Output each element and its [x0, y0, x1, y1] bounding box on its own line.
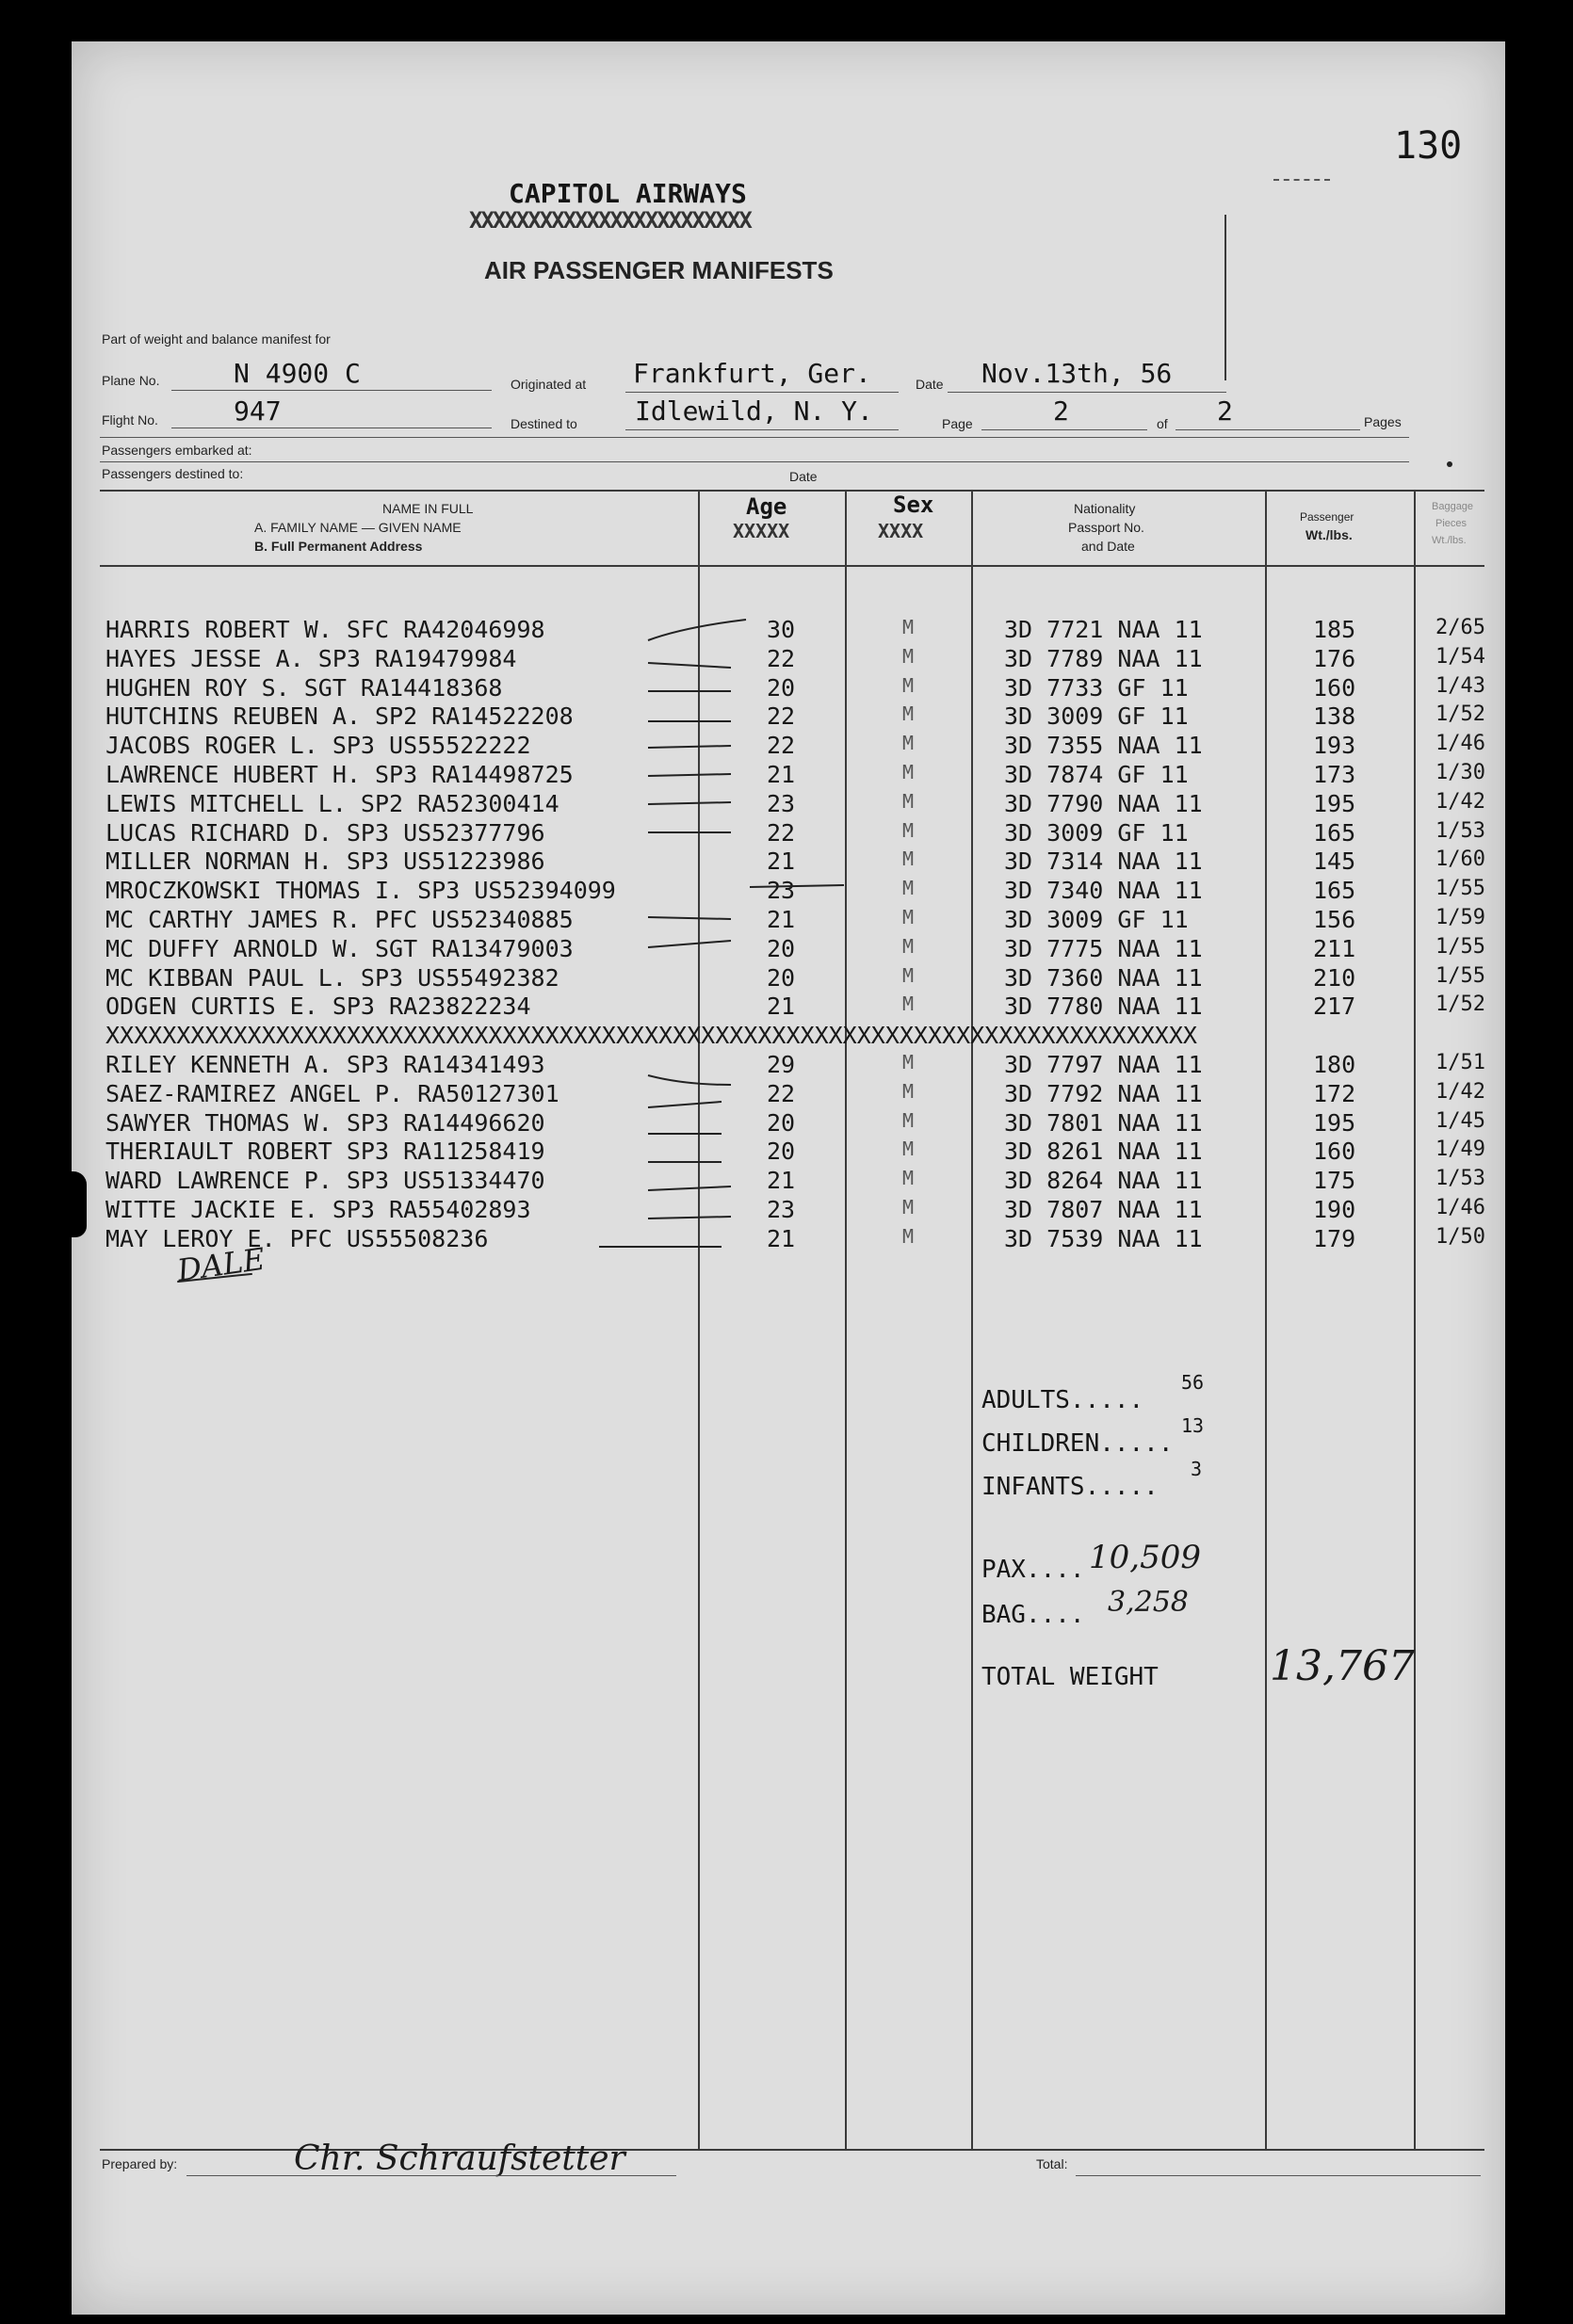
col-nat-line1: Nationality [1074, 501, 1136, 516]
passenger-passport: 3D 7790 NAA 11 [1004, 789, 1203, 817]
manifest-page [72, 41, 1505, 2315]
passenger-name: MROCZKOWSKI THOMAS I. SP3 US52394099 [105, 877, 616, 905]
passenger-passport: 3D 7801 NAA 11 [1004, 1108, 1203, 1137]
date-value: Nov.13th, 56 [981, 358, 1173, 389]
infants-value: 3 [1191, 1458, 1203, 1480]
passenger-baggage: 1/55 [1435, 963, 1485, 988]
passenger-passport: 3D 3009 GF 11 [1004, 906, 1189, 933]
prepared-by-label: Prepared by: [102, 2156, 178, 2171]
passenger-sex: M [902, 847, 915, 871]
passenger-name: LEWIS MITCHELL L. SP2 RA52300414 [105, 789, 559, 817]
passenger-weight: 195 [1313, 789, 1356, 817]
passenger-name: XXXXXXXXXXXXXXXXXXXXXXXXXXXXXXXXXXXXXXXXXXXXXXXXXXXXXXXXXXXXXXXXXXXXXXXXXXXXX [105, 1022, 1197, 1050]
handwritten-correction: DALE [174, 1240, 268, 1289]
passenger-baggage: 1/46 [1435, 732, 1485, 756]
passenger-baggage: 1/55 [1435, 934, 1485, 959]
passenger-sex: M [902, 1196, 915, 1218]
page-value: 2 [1053, 395, 1069, 427]
passenger-name: HUGHEN ROY S. SGT RA14418368 [105, 673, 503, 702]
passenger-sex: M [902, 644, 915, 668]
passenger-baggage: 1/46 [1435, 1196, 1485, 1219]
ink-connector-strokes [72, 41, 1505, 1360]
passenger-weight: 180 [1313, 1051, 1356, 1078]
passenger-baggage: 1/52 [1435, 993, 1485, 1017]
passenger-passport: 3D 7874 GF 11 [1004, 761, 1189, 788]
passenger-age: 21 [767, 1167, 796, 1195]
col-bag-line3: Wt./lbs. [1432, 535, 1467, 546]
passenger-name: LUCAS RICHARD D. SP3 US52377796 [105, 818, 545, 847]
passenger-sex: M [902, 1167, 915, 1190]
passenger-name: MC KIBBAN PAUL L. SP3 US55492382 [105, 963, 559, 992]
prepared-by-signature: Chr. Schraufstetter [294, 2139, 625, 2178]
passenger-age: 22 [767, 1079, 796, 1107]
passenger-sex: M [902, 963, 915, 987]
passenger-weight: 173 [1313, 761, 1356, 788]
passenger-age: 21 [767, 993, 796, 1021]
passenger-baggage: 1/30 [1435, 761, 1485, 784]
passenger-age: 20 [767, 673, 796, 702]
passenger-name: MAY LEROY E. PFC US55508236 [105, 1224, 489, 1252]
col-age: Age [746, 493, 787, 520]
passenger-age: 20 [767, 1138, 796, 1166]
passenger-baggage: 1/60 [1435, 847, 1485, 872]
passenger-age: 20 [767, 1108, 796, 1137]
passenger-weight: 156 [1313, 906, 1356, 933]
passenger-sex: M [902, 818, 915, 842]
children-label: CHILDREN..... [981, 1429, 1174, 1458]
passenger-weight: 193 [1313, 732, 1356, 760]
passenger-baggage: 1/45 [1435, 1108, 1485, 1133]
passenger-passport: 3D 7314 NAA 11 [1004, 847, 1203, 876]
page-label: Page [942, 416, 973, 431]
passenger-baggage: 1/59 [1435, 906, 1485, 929]
page-number: 130 [1394, 124, 1463, 168]
passenger-passport: 3D 7733 GF 11 [1004, 673, 1189, 702]
passenger-baggage: 1/43 [1435, 673, 1485, 698]
passenger-name: LAWRENCE HUBERT H. SP3 RA14498725 [105, 761, 574, 788]
bag-label: BAG.... [981, 1601, 1085, 1629]
passenger-name: MC CARTHY JAMES R. PFC US52340885 [105, 906, 574, 933]
passenger-sex: M [902, 1051, 915, 1073]
col-name-line1: NAME IN FULL [382, 501, 474, 516]
passenger-weight: 165 [1313, 877, 1356, 905]
passenger-sex: M [902, 1224, 915, 1248]
passenger-weight: 185 [1313, 616, 1356, 643]
passenger-age: 21 [767, 847, 796, 876]
passenger-sex: M [902, 906, 915, 928]
passenger-sex: M [902, 993, 915, 1016]
passenger-age: 22 [767, 644, 796, 672]
passenger-passport: 3D 7355 NAA 11 [1004, 732, 1203, 760]
destined-pax-label: Passengers destined to: [102, 466, 244, 481]
passenger-weight: 176 [1313, 644, 1356, 672]
passenger-passport: 3D 7792 NAA 11 [1004, 1079, 1203, 1107]
passenger-age: 29 [767, 1051, 796, 1078]
passenger-name: RILEY KENNETH A. SP3 RA14341493 [105, 1051, 545, 1078]
infants-label: INFANTS..... [981, 1473, 1159, 1501]
company-name: CAPITOL AIRWAYS [509, 178, 747, 209]
destined-value: Idlewild, N. Y. [635, 395, 873, 427]
passenger-weight: 190 [1313, 1196, 1356, 1223]
passenger-name: MILLER NORMAN H. SP3 US51223986 [105, 847, 545, 876]
passenger-sex: M [902, 1108, 915, 1132]
total-footer-line [1076, 2175, 1481, 2176]
struck-line: XXXXXXXXXXXXXXXXXXXXXXXX [469, 207, 751, 234]
originated-label: Originated at [511, 377, 587, 392]
children-value: 13 [1181, 1414, 1205, 1437]
passenger-baggage: 1/42 [1435, 1079, 1485, 1104]
prepared-by-line [186, 2175, 676, 2176]
passenger-sex: M [902, 1079, 915, 1103]
passenger-age: 23 [767, 789, 796, 817]
date-label-2: Date [789, 469, 818, 484]
passenger-sex: M [902, 616, 915, 638]
of-label: of [1157, 416, 1168, 431]
passenger-name: HUTCHINS REUBEN A. SP2 RA14522208 [105, 702, 574, 731]
passenger-age: 23 [767, 877, 796, 905]
passenger-name: THERIAULT ROBERT SP3 RA11258419 [105, 1138, 545, 1166]
passenger-passport: 3D 3009 GF 11 [1004, 818, 1189, 847]
col-bag-line1: Baggage [1432, 501, 1474, 512]
passenger-age: 21 [767, 761, 796, 788]
passenger-age: 22 [767, 732, 796, 760]
flight-no-label: Flight No. [102, 412, 158, 428]
plane-no-value: N 4900 C [234, 358, 361, 389]
passenger-weight: 175 [1313, 1167, 1356, 1195]
col-bag-line2: Pieces [1435, 518, 1468, 529]
originated-value: Frankfurt, Ger. [633, 358, 871, 389]
passenger-baggage: 1/55 [1435, 877, 1485, 901]
passenger-sex: M [902, 732, 915, 755]
passenger-sex: M [902, 761, 915, 783]
passenger-baggage: 1/51 [1435, 1051, 1485, 1074]
total-weight-label: TOTAL WEIGHT [981, 1663, 1159, 1691]
passenger-name: JACOBS ROGER L. SP3 US55522222 [105, 732, 531, 760]
passenger-weight: 145 [1313, 847, 1356, 876]
passenger-passport: 3D 7780 NAA 11 [1004, 993, 1203, 1021]
adults-value: 56 [1181, 1371, 1205, 1394]
form-title: AIR PASSENGER MANIFESTS [484, 256, 834, 284]
passenger-weight: 165 [1313, 818, 1356, 847]
passenger-weight: 211 [1313, 934, 1356, 962]
passenger-sex: M [902, 1138, 915, 1161]
passenger-passport: 3D 7789 NAA 11 [1004, 644, 1203, 672]
passenger-sex: M [902, 877, 915, 900]
passenger-age: 20 [767, 963, 796, 992]
passenger-name: SAEZ-RAMIREZ ANGEL P. RA50127301 [105, 1079, 559, 1107]
passenger-name: ODGEN CURTIS E. SP3 RA23822234 [105, 993, 531, 1021]
passenger-baggage: 1/49 [1435, 1138, 1485, 1162]
passenger-passport: 3D 7340 NAA 11 [1004, 877, 1203, 905]
passenger-sex: M [902, 702, 915, 726]
passenger-age: 22 [767, 818, 796, 847]
adults-label: ADULTS..... [981, 1386, 1144, 1414]
passenger-sex: M [902, 673, 915, 697]
passenger-passport: 3D 7539 NAA 11 [1004, 1224, 1203, 1252]
passenger-sex: M [902, 934, 915, 958]
passenger-weight: 160 [1313, 673, 1356, 702]
passenger-name: SAWYER THOMAS W. SP3 RA14496620 [105, 1108, 545, 1137]
passenger-weight: 160 [1313, 1138, 1356, 1166]
pax-value: 10,509 [1089, 1539, 1201, 1576]
passenger-age: 23 [767, 1196, 796, 1223]
passenger-passport: 3D 7360 NAA 11 [1004, 963, 1203, 992]
passenger-baggage: 1/42 [1435, 789, 1485, 814]
passenger-weight: 172 [1313, 1079, 1356, 1107]
destined-label: Destined to [511, 416, 577, 431]
col-age-struck: XXXXX [733, 520, 790, 542]
flight-no-value: 947 [234, 395, 282, 427]
passenger-baggage: 1/54 [1435, 644, 1485, 669]
passenger-weight: 138 [1313, 702, 1356, 731]
col-name-line3: B. Full Permanent Address [254, 539, 423, 554]
col-sex: Sex [893, 492, 934, 518]
total-weight-value: 13,767 [1270, 1642, 1415, 1690]
passenger-name: WARD LAWRENCE P. SP3 US51334470 [105, 1167, 545, 1195]
col-nat-line3: and Date [1081, 539, 1135, 554]
date-label: Date [916, 377, 944, 392]
passenger-age: 21 [767, 906, 796, 933]
passenger-name: HAYES JESSE A. SP3 RA19479984 [105, 644, 517, 672]
passenger-age: 20 [767, 934, 796, 962]
passenger-sex: M [902, 789, 915, 813]
of-value: 2 [1217, 395, 1233, 427]
embarked-label: Passengers embarked at: [102, 443, 252, 458]
passenger-age: 21 [767, 1224, 796, 1252]
passenger-passport: 3D 8261 NAA 11 [1004, 1138, 1203, 1166]
col-name-line2: A. FAMILY NAME — GIVEN NAME [254, 520, 462, 535]
passenger-baggage: 2/65 [1435, 616, 1485, 639]
col-sex-struck: XXXX [878, 520, 924, 542]
passenger-baggage: 1/50 [1435, 1224, 1485, 1249]
passenger-name: MC DUFFY ARNOLD W. SGT RA13479003 [105, 934, 574, 962]
passenger-passport: 3D 3009 GF 11 [1004, 702, 1189, 731]
col-nat-line2: Passport No. [1068, 520, 1144, 535]
passenger-passport: 3D 7775 NAA 11 [1004, 934, 1203, 962]
col-pax-line2: Wt./lbs. [1305, 527, 1353, 542]
passenger-passport: 3D 8264 NAA 11 [1004, 1167, 1203, 1195]
passenger-passport: 3D 7797 NAA 11 [1004, 1051, 1203, 1078]
col-pax-line1: Passenger [1300, 510, 1354, 524]
passenger-baggage: 1/53 [1435, 818, 1485, 843]
total-footer-label: Total: [1036, 2156, 1068, 2171]
passenger-baggage: 1/52 [1435, 702, 1485, 727]
pax-label: PAX.... [981, 1556, 1085, 1584]
passenger-passport: 3D 7807 NAA 11 [1004, 1196, 1203, 1223]
passenger-passport: 3D 7721 NAA 11 [1004, 616, 1203, 643]
bag-value: 3,258 [1108, 1586, 1189, 1619]
pages-label: Pages [1364, 414, 1402, 429]
passenger-weight: 195 [1313, 1108, 1356, 1137]
page-tear [72, 1171, 87, 1237]
plane-no-label: Plane No. [102, 373, 160, 388]
part-of-label: Part of weight and balance manifest for [102, 331, 331, 347]
passenger-age: 30 [767, 616, 796, 643]
passenger-weight: 210 [1313, 963, 1356, 992]
passenger-name: HARRIS ROBERT W. SFC RA42046998 [105, 616, 545, 643]
passenger-weight: 179 [1313, 1224, 1356, 1252]
passenger-name: WITTE JACKIE E. SP3 RA55402893 [105, 1196, 531, 1223]
passenger-weight: 217 [1313, 993, 1356, 1021]
passenger-age: 22 [767, 702, 796, 731]
passenger-baggage: 1/53 [1435, 1167, 1485, 1191]
